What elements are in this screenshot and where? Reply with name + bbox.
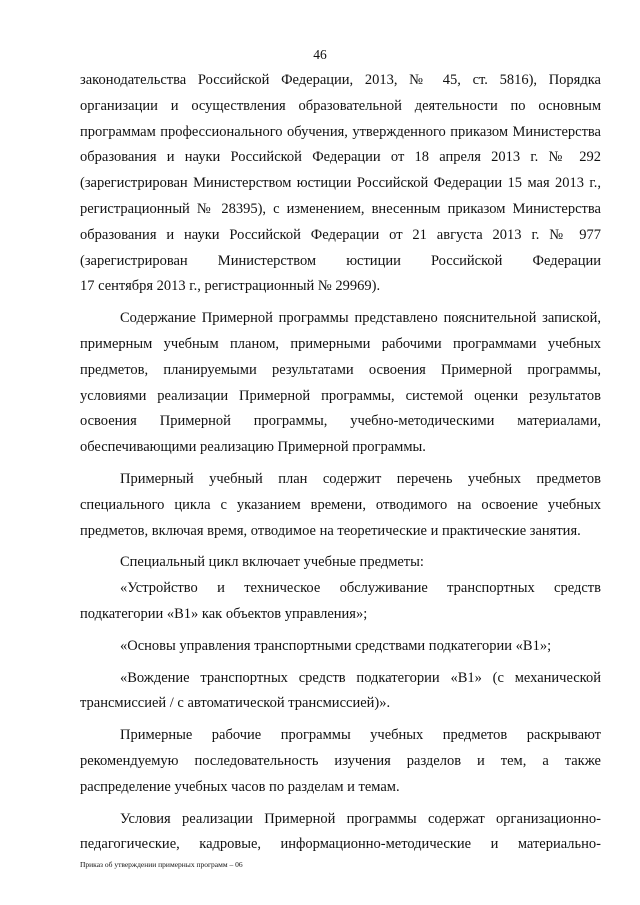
list-item: «Вождение транспортных средств подкатегории «В1» (с механической трансмиссией / с автоматической трансмиссией)». (80, 669, 601, 712)
page-number: 46 (313, 47, 327, 62)
paragraph: Специальный цикл включает учебные предметы: (120, 554, 424, 571)
list-item: «Устройство и техническое обслуживание транспортных средств подкатегории «В1» как объектов управления»; (80, 580, 601, 622)
paragraph: Условия реализации Примерной программы содержат организационно-педагогические, кадровые, информационно-методические и материально- (80, 810, 601, 853)
page-body (80, 68, 601, 858)
paragraph: Содержание Примерной программы представлено пояснительной запиской, примерным учебным планом, примерными рабочими программами учебных предметов, планируемыми результатами освоения Примерной программы, условиями реализации Примерной программы, системой оценки результатов освоения Примерной программы, учебно-методическими материалами, обеспечивающими реализацию Примерной программы. (80, 310, 601, 456)
paragraph: 17 сентября 2013 г., регистрационный № 29969). (80, 278, 381, 295)
paragraph: Примерные рабочие программы учебных предметов раскрывают рекомендуемую последовательность изучения разделов и тем, а также распределение учебных часов по разделам и темам. (80, 727, 601, 795)
list-item: «Основы управления транспортными средствами подкатегории «В1»; (120, 637, 552, 654)
footer-note: Приказ об утверждении примерных программ – 06 (80, 860, 243, 869)
paragraph: Примерный учебный план содержит перечень учебных предметов специального цикла с указанием времени, отводимого на освоение учебных предметов, включая время, отводимое на теоретические и практические занятия. (80, 470, 601, 539)
paragraph: законодательства Российской Федерации, 2013, № 45, ст. 5816), Порядка организации и осуществления образовательной деятельности по основным программам профессионального обучения, утвержденного приказом Министерства образования и науки Российской Федерации от 18 апреля 2013 г. № 292 (зарегистрирован Министерством юстиции Российской Федерации 15 мая 2013 г., регистрационный № 28395), с изменением, внесенным приказом Министерства образования и науки Российской Федерации от 21 августа 2013 г. № 977 (зарегистрирован Министерством юстиции Российской Федерации (80, 72, 601, 269)
